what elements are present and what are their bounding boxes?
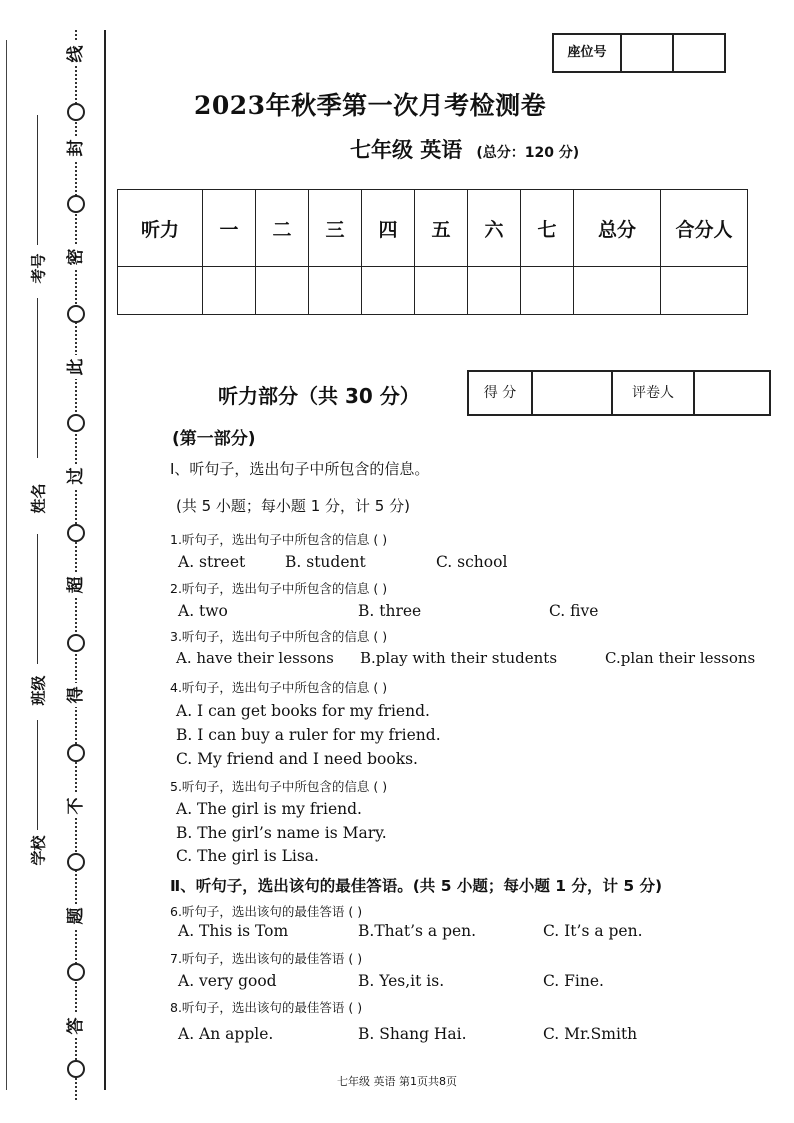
binding-outer-rule [6, 40, 7, 1090]
field-line [37, 298, 38, 458]
total-score: (总分：120 分) [476, 145, 580, 161]
score-table-header-row [118, 190, 748, 267]
score-table-blank-row [118, 267, 748, 315]
score-header: 七 [521, 190, 574, 267]
question-prompt: 4.听句子，选出句子中所包含的信息 ( ) [170, 680, 388, 695]
grader-label: 评卷人 [613, 372, 695, 414]
question-prompt: 1.听句子，选出句子中所包含的信息 ( ) [170, 532, 388, 547]
part-label: (第一部分) [172, 429, 256, 449]
option: C. The girl is Lisa. [176, 847, 319, 865]
score-cell[interactable] [415, 267, 468, 315]
section-heading: Ⅱ、听句子，选出该句的最佳答语。(共 5 小题；每小题 1 分，计 5 分) [170, 877, 663, 895]
score-cell[interactable] [256, 267, 309, 315]
score-cell[interactable] [574, 267, 661, 315]
question-prompt: 2.听句子，选出句子中所包含的信息 ( ) [170, 581, 388, 596]
seal-char: 封 [64, 136, 88, 160]
option: B.That’s a pen. [358, 922, 477, 940]
score-table [117, 189, 748, 315]
exam-title: 2023年秋季第一次月考检测卷 [194, 91, 547, 120]
question-prompt: 6.听句子，选出该句的最佳答语 ( ) [170, 904, 363, 919]
score-header: 合分人 [661, 190, 748, 267]
option: B. Shang Hai. [358, 1025, 467, 1043]
score-label: 得 分 [469, 372, 533, 414]
option: C. My friend and I need books. [176, 750, 418, 768]
score-header: 六 [468, 190, 521, 267]
section-heading: Ⅰ、听句子，选出句子中所包含的信息。 [170, 460, 430, 478]
page-footer: 七年级 英语 第1页共8页 [337, 1075, 457, 1088]
option: C. school [436, 553, 508, 571]
option: B. The girl’s name is Mary. [176, 824, 387, 842]
option: C. five [549, 602, 599, 620]
binding-margin [0, 0, 110, 1123]
score-cell[interactable] [309, 267, 362, 315]
seal-char: 过 [64, 464, 88, 488]
score-header: 五 [415, 190, 468, 267]
seal-char: 此 [64, 355, 88, 379]
seal-circle [67, 744, 85, 762]
option: A. An apple. [178, 1025, 274, 1043]
seal-dotted-line [75, 30, 77, 1100]
grader-box [467, 370, 771, 416]
seal-char: 答 [64, 1014, 88, 1038]
option: A. This is Tom [178, 922, 289, 940]
grader-blank[interactable] [695, 372, 769, 414]
seal-char: 超 [64, 573, 88, 597]
option: B. student [285, 553, 366, 571]
seal-circle [67, 524, 85, 542]
seat-number-cell[interactable] [674, 35, 724, 71]
question-prompt: 7.听句子，选出该句的最佳答语 ( ) [170, 951, 363, 966]
seal-char: 得 [64, 683, 88, 707]
score-cell[interactable] [203, 267, 256, 315]
seal-circle [67, 853, 85, 871]
option: B. Yes,it is. [358, 972, 445, 990]
seal-char: 线 [64, 42, 88, 66]
seal-circle [67, 634, 85, 652]
option: A. The girl is my friend. [176, 800, 362, 818]
score-cell[interactable] [468, 267, 521, 315]
score-header: 一 [203, 190, 256, 267]
score-blank[interactable] [533, 372, 613, 414]
question-prompt: 8.听句子，选出该句的最佳答语 ( ) [170, 1000, 363, 1015]
listening-section-title: 听力部分（共 30 分） [218, 384, 420, 408]
seal-char: 不 [64, 794, 88, 818]
option: B.play with their students [360, 649, 558, 667]
option: C.plan their lessons [605, 649, 756, 667]
seal-circle [67, 195, 85, 213]
option: B. I can buy a ruler for my friend. [176, 726, 441, 744]
score-header: 二 [256, 190, 309, 267]
exam-number-line [37, 115, 38, 245]
seal-char: 题 [64, 904, 88, 928]
seat-number-cell[interactable] [622, 35, 674, 71]
field-line [37, 720, 38, 830]
seal-circle [67, 103, 85, 121]
score-cell[interactable] [661, 267, 748, 315]
name-label: 姓名 [29, 483, 48, 514]
grade-subject: 七年级 英语 [350, 138, 463, 162]
score-header: 四 [362, 190, 415, 267]
option: C. It’s a pen. [543, 922, 643, 940]
binding-rule [104, 30, 106, 1090]
exam-subtitle [350, 134, 579, 164]
seat-number-label: 座位号 [554, 35, 622, 71]
exam-number-label: 考号 [29, 253, 48, 284]
option: C. Fine. [543, 972, 604, 990]
field-line [37, 534, 38, 664]
seal-circle [67, 305, 85, 323]
option: A. I can get books for my friend. [176, 702, 430, 720]
seal-circle [67, 963, 85, 981]
option: B. three [358, 602, 422, 620]
seal-circle [67, 414, 85, 432]
school-label: 学校 [29, 835, 48, 866]
seat-number-box [552, 33, 726, 73]
question-prompt: 5.听句子，选出句子中所包含的信息 ( ) [170, 779, 388, 794]
score-header: 三 [309, 190, 362, 267]
class-label: 班级 [29, 675, 48, 706]
option: A. very good [178, 972, 277, 990]
option: A. street [178, 553, 246, 571]
question-prompt: 3.听句子，选出句子中所包含的信息 ( ) [170, 629, 388, 644]
option: C. Mr.Smith [543, 1025, 638, 1043]
score-header: 总分 [574, 190, 661, 267]
option: A. two [178, 602, 228, 620]
seal-char: 密 [64, 245, 88, 269]
score-cell[interactable] [362, 267, 415, 315]
score-cell[interactable] [521, 267, 574, 315]
score-cell[interactable] [118, 267, 203, 315]
score-header: 听力 [118, 190, 203, 267]
section-note: (共 5 小题；每小题 1 分，计 5 分) [176, 497, 410, 515]
option: A. have their lessons [176, 649, 334, 667]
